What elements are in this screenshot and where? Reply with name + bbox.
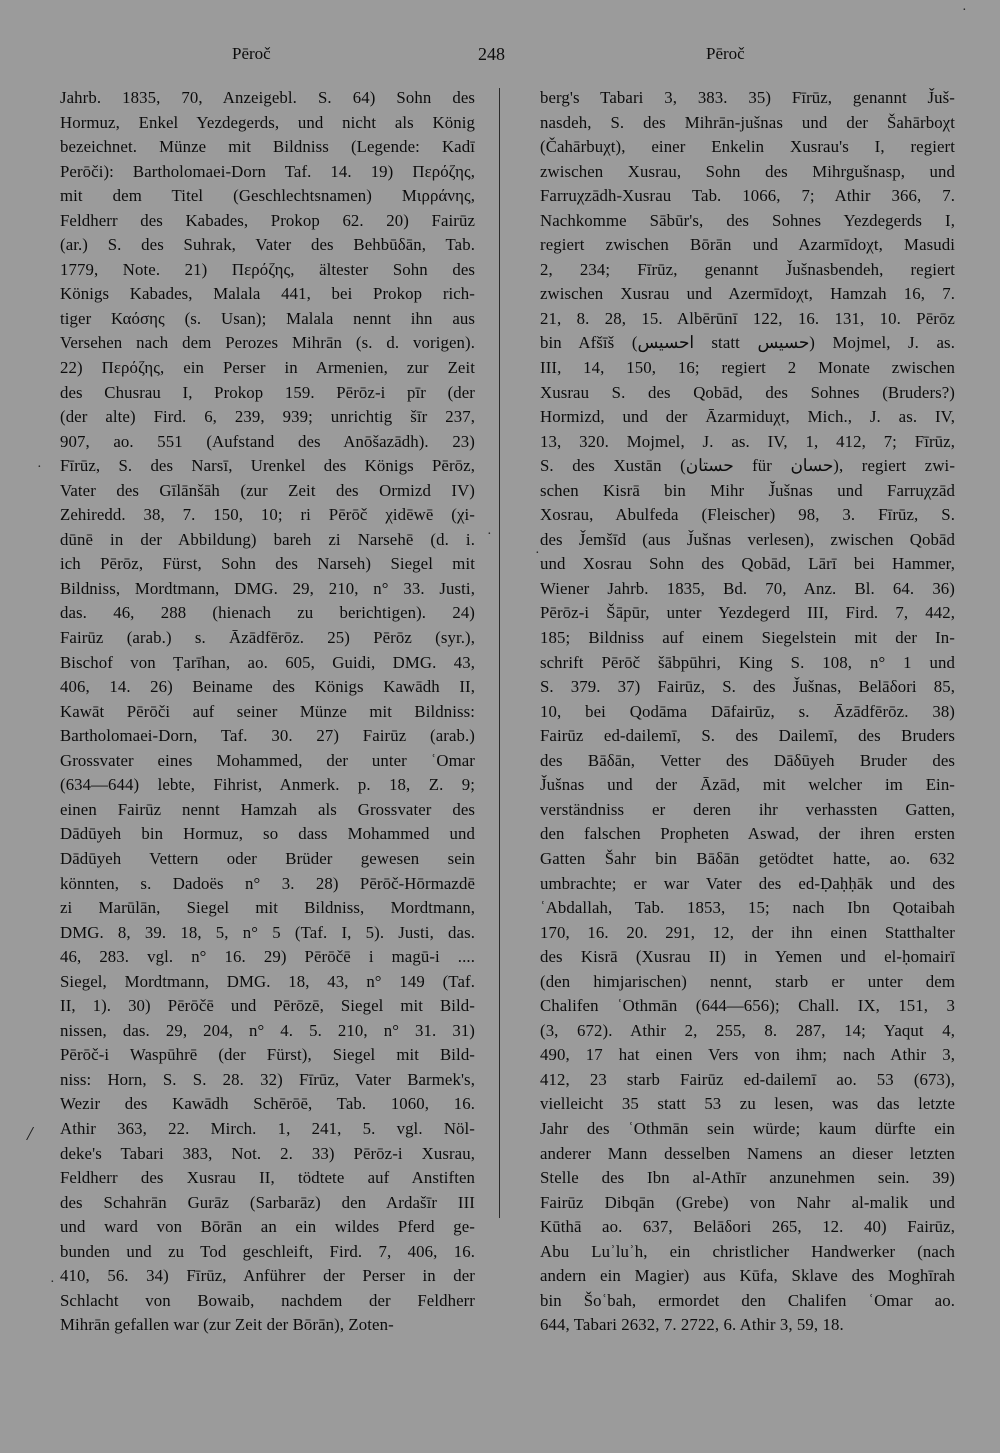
right-column-line: des Bāδān, Vetter des Dāδūyeh Bruder des (540, 750, 955, 770)
right-column-line: Xosrau, Abulfeda (Fleischer) 98, 3. Fīrūz, S. (540, 505, 955, 525)
left-column-line: Fīrūz, S. des Narsī, Urenkel des Königs Pērōz, (60, 456, 475, 476)
left-column-line: ich Pērōz, Fürst, Sohn des Narseh) Siegel mit (60, 554, 475, 574)
left-column-line: Fairūz (arab.) s. Āzādfērōz. 25) Pērōz (syr.), (60, 628, 475, 648)
left-column-line: tiger Καόσης (s. Usan); Malala nennt ihn aus (60, 308, 475, 328)
right-column-line: Hormizd, und der Āzarmiduχt, Mich., J. as. IV, (540, 407, 955, 427)
left-column-line: Athir 363, 22. Mirch. 1, 241, 5. vgl. Nöl- (60, 1118, 475, 1138)
left-column-line: Hormuz, Enkel Yezdegerds, und nicht als König (60, 112, 475, 132)
left-column-line: Feldherr des Kabades, Prokop 62. 20) Fairūz (60, 210, 475, 230)
right-column-line: Nachkomme Sābūr's, des Sohnes Yezdegerds I, (540, 210, 955, 230)
left-column-line: (634—644) lebte, Fihrist, Anmerk. p. 18, Z. 9; (60, 775, 475, 795)
right-column-line: andern ein Magier) aus Kūfa, Sklave des Moghīrah (540, 1266, 955, 1286)
right-column-line: zwischen Xusrau und Azermīdoχt, Hamzah 16, 7. (540, 284, 955, 304)
left-column-line: Perōči): Bartholomaei-Dorn Taf. 14. 19) Περόζης, (60, 161, 475, 181)
header-left-title: Pēroč (232, 44, 271, 63)
margin-dot: · (535, 546, 540, 561)
right-column-line: 644, Tabari 2632, 7. 2722, 6. Athir 3, 59, 18. (540, 1315, 844, 1335)
page-number: 248 (478, 44, 505, 64)
header-right-title: Pēroč (706, 44, 745, 63)
right-column-line: 185; Bildniss auf einem Siegelstein mit der In- (540, 628, 955, 648)
right-column-line: bin Šoʿbah, ermordet den Chalifen ʿOmar ao. (540, 1290, 955, 1310)
left-column-line: das. 46, 288 (hienach zu berichtigen). 24) (60, 603, 475, 623)
left-column-line: 46, 283. vgl. n° 16. 29) Pērōčē i magū-i .... (60, 947, 475, 967)
left-column-line: des Schahrān Gurāz (Sarbarāz) den Ardašīr III (60, 1192, 475, 1212)
right-column-line: S. 379. 37) Fairūz, S. des J̌ušnas, Belāδori 85, (540, 677, 955, 697)
left-column-line: dūnē in der Abbildung) bareh zi Narsehē (d. i. (60, 529, 475, 549)
right-column-line: umbrachte; er war Vater des ed-Ḍaḥḥāk und des (540, 873, 955, 893)
right-column-line: III, 14, 150, 16; regiert 2 Monate zwischen (540, 358, 955, 378)
right-column-line: Xusrau S. des Qobād, des Sohnes (Bruders?) (540, 382, 955, 402)
left-column-line: DMG. 8, 39. 18, 5, n° 5 (Taf. I, 5). Justi, das. (60, 922, 475, 942)
left-column-line: könnten, s. Dadoës n° 3. 28) Pērōč-Hōrmazdē (60, 873, 475, 893)
right-column-line: (3, 672). Athir 2, 255, 8. 287, 14; Yaqut 4, (540, 1020, 955, 1040)
running-header (0, 42, 1000, 66)
left-column-line: Wezir des Kawādh Schērōē, Tab. 1060, 16. (60, 1094, 475, 1114)
margin-dot: · (37, 460, 42, 475)
right-column-line: Wiener Jahrb. 1835, Bd. 70, Anz. Bl. 64. 36) (540, 578, 955, 598)
right-column-line: Fairūz ed-dailemī, S. des Dailemī, des Bruders (540, 726, 955, 746)
left-column-line: Vater des Gīlānšāh (zur Zeit des Ormizd IV) (60, 480, 475, 500)
right-column-line: zwischen Xusrau, Sohn des Mihrgušnasp, und (540, 161, 955, 181)
left-column-line: Kawāt Pērōči auf seiner Münze mit Bildniss: (60, 701, 475, 721)
left-column-line: Dādūyeh bin Hormuz, so dass Mohammed und (60, 824, 475, 844)
left-column (60, 86, 475, 1338)
right-column-line: 13, 320. Mojmel, J. as. IV, 1, 412, 7; Fīrūz, (540, 431, 955, 451)
right-column (540, 86, 955, 1338)
right-column-line: vielleicht 35 statt 53 zu lesen, was das letzte (540, 1094, 955, 1114)
right-column-line: regiert zwischen Bōrān und Azarmīdoχt, Masudi (540, 235, 955, 255)
right-column-line: anderer Mann desselben Namens an dieser letzten (540, 1143, 955, 1163)
left-column-line: (der alte) Fird. 6, 239, 939; unrichtig šīr 237, (60, 407, 475, 427)
left-column-line: Jahrb. 1835, 70, Anzeigebl. S. 64) Sohn des (60, 88, 475, 107)
left-column-line: II, 1). 30) Pērōčē und Pērōzē, Siegel mit Bild- (60, 996, 475, 1016)
right-column-line: Gatten Šahr bin Bāδān getödtet hatte, ao. 632 (540, 848, 955, 868)
left-column-line: Bildniss, Mordtmann, DMG. 29, 210, n° 33. Justi, (60, 578, 475, 598)
left-column-line: Zehiredd. 38, 7. 150, 10; ri Pērōč χidēwē (χi- (60, 505, 475, 525)
column-divider (499, 88, 500, 1218)
right-column-line: 21, 8. 28, 15. Albērūnī 122, 16. 131, 10. Pērōz (540, 308, 955, 328)
right-column-line: Kūthā ao. 637, Belāδori 265, 12. 40) Fairūz, (540, 1217, 955, 1237)
right-column-line: Fairūz Dibqān (Grebe) von Nahr al-malik und (540, 1192, 955, 1212)
left-column-line: des Chusrau I, Prokop 159. Pērōz-i pīr (der (60, 382, 475, 402)
left-column-line: Schlacht von Bowaib, nachdem der Feldherr (60, 1290, 475, 1310)
right-column-line: bin Afšīš (احسيس statt حسيس) Mojmel, J. as. (540, 333, 955, 353)
left-column-line: 1779, Note. 21) Περόζης, ältester Sohn des (60, 259, 475, 279)
left-column-line: und ward von Bōrān an ein wildes Pferd ge- (60, 1217, 475, 1237)
left-column-line: einen Fairūz nennt Hamzah als Grossvater des (60, 799, 475, 819)
left-column-line: Bartholomaei-Dorn, Taf. 30. 27) Fairūz (arab.) (60, 726, 475, 746)
right-column-line: und Xosrau Sohn des Qobād, Lārī bei Hammer, (540, 554, 955, 574)
right-column-line: Stelle des Ibn al-Athīr anzunehmen sein. 39) (540, 1168, 955, 1188)
right-column-line: verständniss er deren ihr verhassten Gatten, (540, 799, 955, 819)
left-column-line: deke's Tabari 383, Not. 2. 33) Pērōz-i Xusrau, (60, 1143, 475, 1163)
right-column-line: Jahr des ʿOthmān sein würde; kaum dürfte ein (540, 1118, 955, 1138)
right-column-line: berg's Tabari 3, 383. 35) Fīrūz, genannt J̌uš- (540, 88, 955, 107)
left-column-line: niss: Horn, S. S. 28. 32) Fīrūz, Vater Barmek's, (60, 1069, 475, 1089)
left-column-line: Grossvater eines Mohammed, der unter ʿOmar (60, 750, 475, 770)
right-column-line: schrift Pērōč šābpūhri, King S. 108, n° 1 und (540, 652, 955, 672)
right-column-line: nasdeh, S. des Mihrān-jušnas und der Šahārboχt (540, 112, 955, 132)
right-column-line: des J̌emšīd (aus J̌ušnas verlesen), zwischen Qobād (540, 529, 955, 549)
right-column-line: S. des Xustān (حستان für حسان), regiert zwi- (540, 456, 955, 476)
margin-dot: · (962, 3, 967, 18)
margin-slash-mark: / (27, 1123, 33, 1145)
right-column-line: J̌ušnas und der Āzād, mit welcher im Ein- (540, 775, 955, 795)
left-column-line: Versehen nach dem Perozes Mihrān (s. d. vorigen). (60, 333, 475, 353)
left-column-line: bunden und zu Tod geschleift, Fird. 7, 406, 16. (60, 1241, 475, 1261)
right-column-line: des Kisrā (Xusrau II) in Yemen und el-ḥomairī (540, 947, 955, 967)
left-column-line: (ar.) S. des Suhrak, Vater des Behbūδān, Tab. (60, 235, 475, 255)
left-column-line: Bischof von Ṭarīhan, ao. 605, Guidi, DMG. 43, (60, 652, 475, 672)
right-column-line: 10, bei Qodāma Dāfairūz, s. Āzādfērōz. 38) (540, 701, 955, 721)
margin-dot: · (50, 1275, 55, 1290)
left-column-line: Siegel, Mordtmann, DMG. 18, 43, n° 149 (Taf. (60, 971, 475, 991)
left-column-line: 406, 14. 26) Beiname des Königs Kawādh II, (60, 677, 475, 697)
right-column-line: (Čahārbuχt), einer Enkelin Xusrau's I, regiert (540, 137, 955, 157)
right-column-line: 412, 23 starb Fairūz ed-dailemī ao. 53 (673), (540, 1069, 955, 1089)
left-column-line: bezeichnet. Münze mit Bildniss (Legende: Kadī (60, 137, 475, 157)
left-column-line: 907, ao. 551 (Aufstand des Anōšazādh). 23) (60, 431, 475, 451)
left-column-line: Königs Kabades, Malala 441, bei Prokop rich- (60, 284, 475, 304)
left-column-line: 22) Περόζης, ein Perser in Armenien, zur Zeit (60, 358, 475, 378)
right-column-line: schen Kisrā bin Mihr J̌ušnas und Farruχzād (540, 480, 955, 500)
left-column-line: Pērōč-i Waspūhrē (der Fürst), Siegel mit Bild- (60, 1045, 475, 1065)
left-column-line: nissen, das. 29, 204, n° 4. 5. 210, n° 31. 31) (60, 1020, 475, 1040)
left-column-line: Mihrān gefallen war (zur Zeit der Bōrān), Zoten- (60, 1315, 394, 1335)
margin-dot: · (487, 527, 492, 542)
right-column-line: den falschen Propheten Aswad, der ihren ersten (540, 824, 955, 844)
left-column-line: mit dem Titel (Geschlechtsnamen) Μιρράνης, (60, 186, 475, 206)
right-column-line: ʿAbdallah, Tab. 1853, 15; nach Ibn Qotaibah (540, 898, 955, 918)
left-column-line: zi Marūlān, Siegel mit Bildniss, Mordtmann, (60, 898, 475, 918)
right-column-line: Pērōz-i Šāpūr, unter Yezdegerd III, Fird. 7, 442, (540, 603, 955, 623)
right-column-line: Chalifen ʿOthmān (644—656); Chall. IX, 151, 3 (540, 996, 955, 1016)
left-column-line: Feldherr des Xusrau II, tödtete auf Anstiften (60, 1168, 475, 1188)
right-column-line: 2, 234; Fīrūz, genannt J̌ušnasbendeh, regiert (540, 259, 955, 279)
right-column-line: 170, 16. 20. 291, 12, der ihn einen Statthalter (540, 922, 955, 942)
right-column-line: Abu Luʾluʾh, ein christlicher Handwerker (nach (540, 1241, 955, 1261)
left-column-line: Dādūyeh Vettern oder Brüder gewesen sein (60, 848, 475, 868)
right-column-line: 490, 17 hat einen Vers von ihm; nach Athir 3, (540, 1045, 955, 1065)
left-column-line: 410, 56. 34) Fīrūz, Anführer der Perser in der (60, 1266, 475, 1286)
right-column-line: Farruχzādh-Xusrau Tab. 1066, 7; Athir 366, 7. (540, 186, 955, 206)
right-column-line: (den himjarischen) nennt, starb er unter dem (540, 971, 955, 991)
